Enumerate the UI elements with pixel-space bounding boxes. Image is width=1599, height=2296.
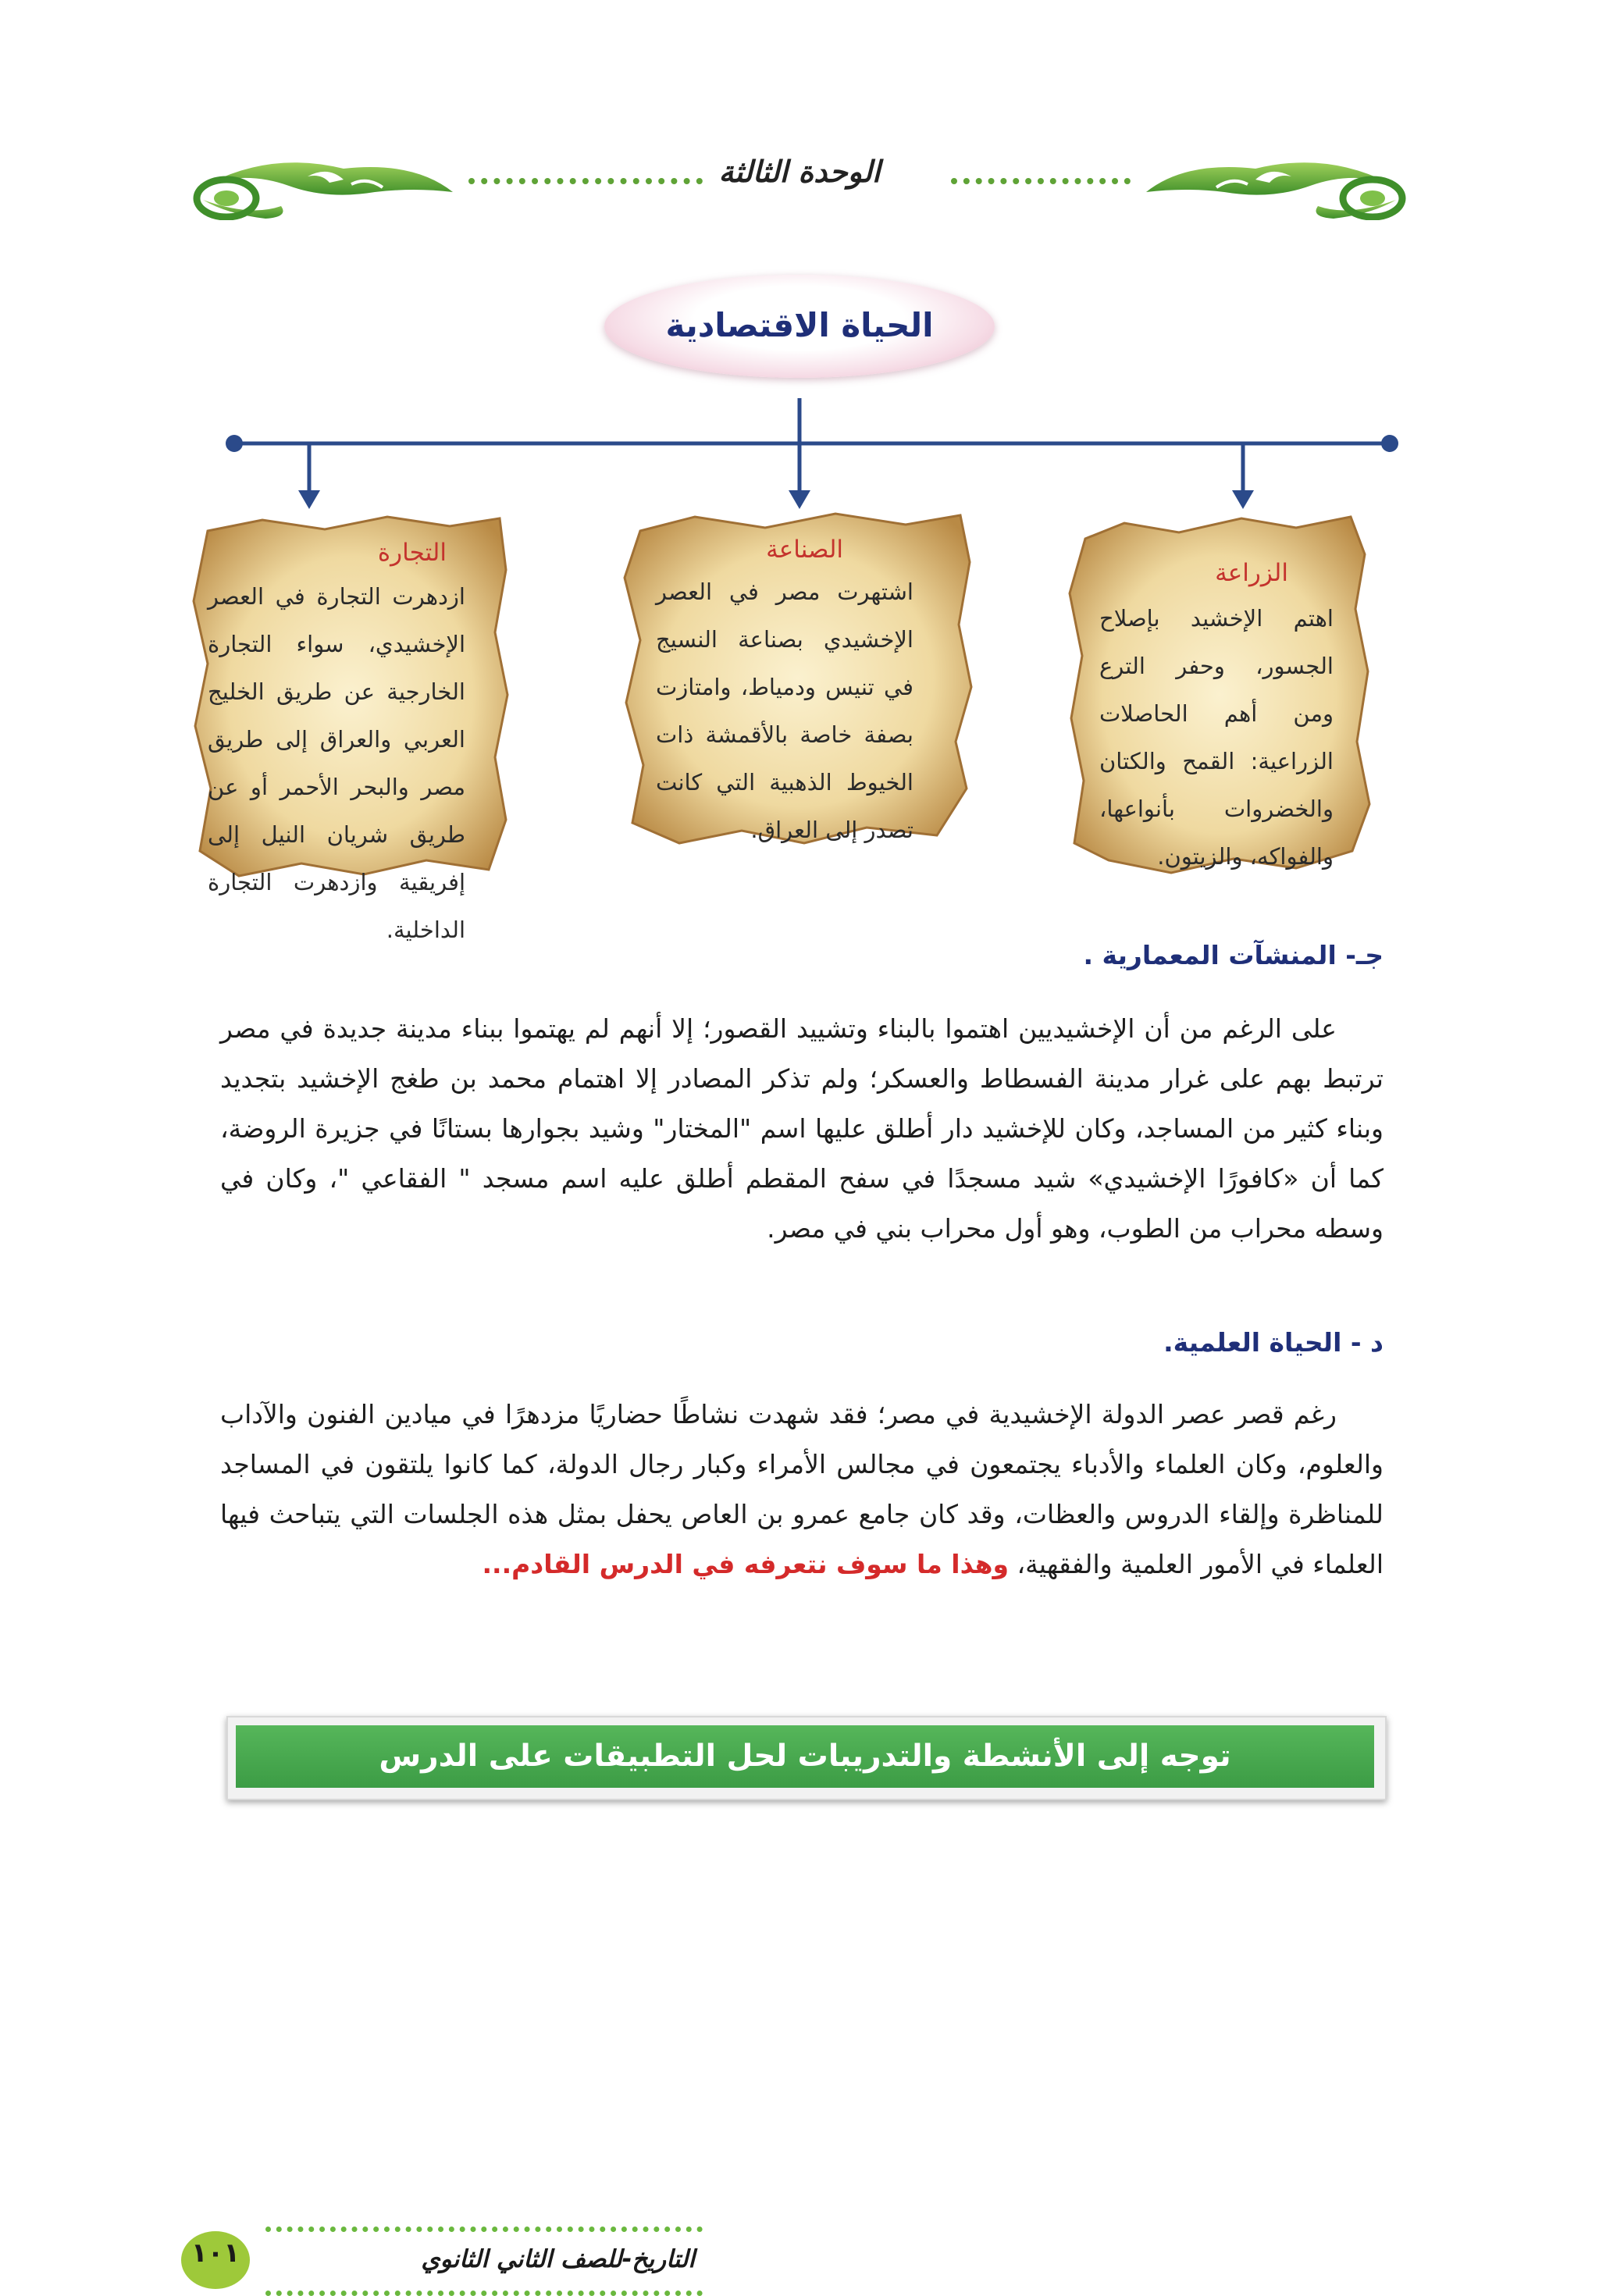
- footer-book-label: التاريخ-للصف الثاني الثانوي: [421, 2245, 695, 2273]
- activities-banner: توجه إلى الأنشطة والتدريبات لحل التطبيقات على الدرس: [236, 1725, 1374, 1788]
- footer-dotted-line-top: [265, 2227, 703, 2232]
- header-dotted-line-right: [951, 178, 1131, 184]
- agriculture-card-body: اهتم الإخشيد بإصلاح الجسور، وحفر الترع ومن أهم الحاصلات الزراعية: القمح والكتان والخضروات بأنواعها، والفواكه، والزيتون.: [1099, 605, 1334, 870]
- trade-card-title: التجارة: [377, 539, 447, 567]
- header-dotted-line-left: [468, 178, 703, 184]
- next-lesson-highlight: وهذا ما سوف نتعرفه في الدرس القادم...: [482, 1549, 1010, 1579]
- industry-card-body: اشتهرت مصر في العصر الإخشيدي بصناعة النسيج في تنيس ودمياط، وامتازت بصفة خاصة بالأقمشة ذات الخيوط الذهبية التي كانت تصدر إلى العراق.: [656, 578, 913, 843]
- architecture-paragraph-text: على الرغم من أن الإخشيديين اهتموا بالبناء وتشييد القصور؛ إلا أنهم لم يهتموا ببناء مدينة جديدة في مصر ترتبط بهم على غرار مدينة الفسطاط والعسكر؛ ولم تذكر المصادر إلا اهتمام محمد بن طغج الإخشيد بتجديد وبناء كثير من المساجد، وكان للإخشيد دار أطلق عليها اسم "المختار" وشيد بجوارها بستانًا في جزيرة الروضة، كما أن «كافورًا الإخشيدي» شيد مسجدًا في سفح المقطم أطلق عليه اسم مسجد " الفقاعي "، وكان في وسطه محراب من الطوب، وهو أول محراب بني في مصر.: [220, 1013, 1384, 1244]
- industry-card-title: الصناعة: [766, 536, 843, 564]
- agriculture-card-title: الزراعة: [1215, 559, 1288, 587]
- unit-title: الوحدة الثالثة: [718, 155, 881, 189]
- header-ornament-right: [1138, 145, 1412, 220]
- economic-life-title: الحياة الاقتصادية: [665, 306, 934, 344]
- trade-card: [184, 507, 512, 943]
- industry-card: [609, 507, 976, 882]
- scientific-life-paragraph-text: رغم قصر عصر الدولة الإخشيدية في مصر؛ فقد شهدت نشاطًا حضاريًا مزدهرًا في ميادين الفنون والآداب والعلوم، وكان العلماء والأدباء يجتمعون في مجالس الأمراء وكبار رجال الدولة، كما كانوا يلتقون في المساجد للمناظرة وإلقاء الدروس والعظات، وقد كان جامع عمرو بن العاص يحفل بمثل هذه الجلسات التي يتباحث فيها العلماء في الأمور العلمية والفقهية،: [220, 1399, 1384, 1579]
- architecture-heading: جـ- المنشآت المعمارية .: [1083, 940, 1384, 970]
- header-ornament-left: [187, 145, 461, 220]
- page-number: ١٠١: [191, 2237, 240, 2269]
- footer-dotted-line-bottom: [265, 2291, 703, 2296]
- agriculture-card: [1062, 507, 1374, 882]
- scientific-life-paragraph: [220, 1390, 1384, 1589]
- trade-card-body: ازدهرت التجارة في العصر الإخشيدي، سواء التجارة الخارجية عن طريق الخليج العربي والعراق إلى طريق مصر والبحر الأحمر أو عن طريق شريان النيل إلى إفريقية وازدهرت التجارة الداخلية.: [208, 583, 465, 943]
- architecture-paragraph: [220, 1004, 1384, 1254]
- scientific-life-heading: د - الحياة العلمية.: [1163, 1327, 1384, 1358]
